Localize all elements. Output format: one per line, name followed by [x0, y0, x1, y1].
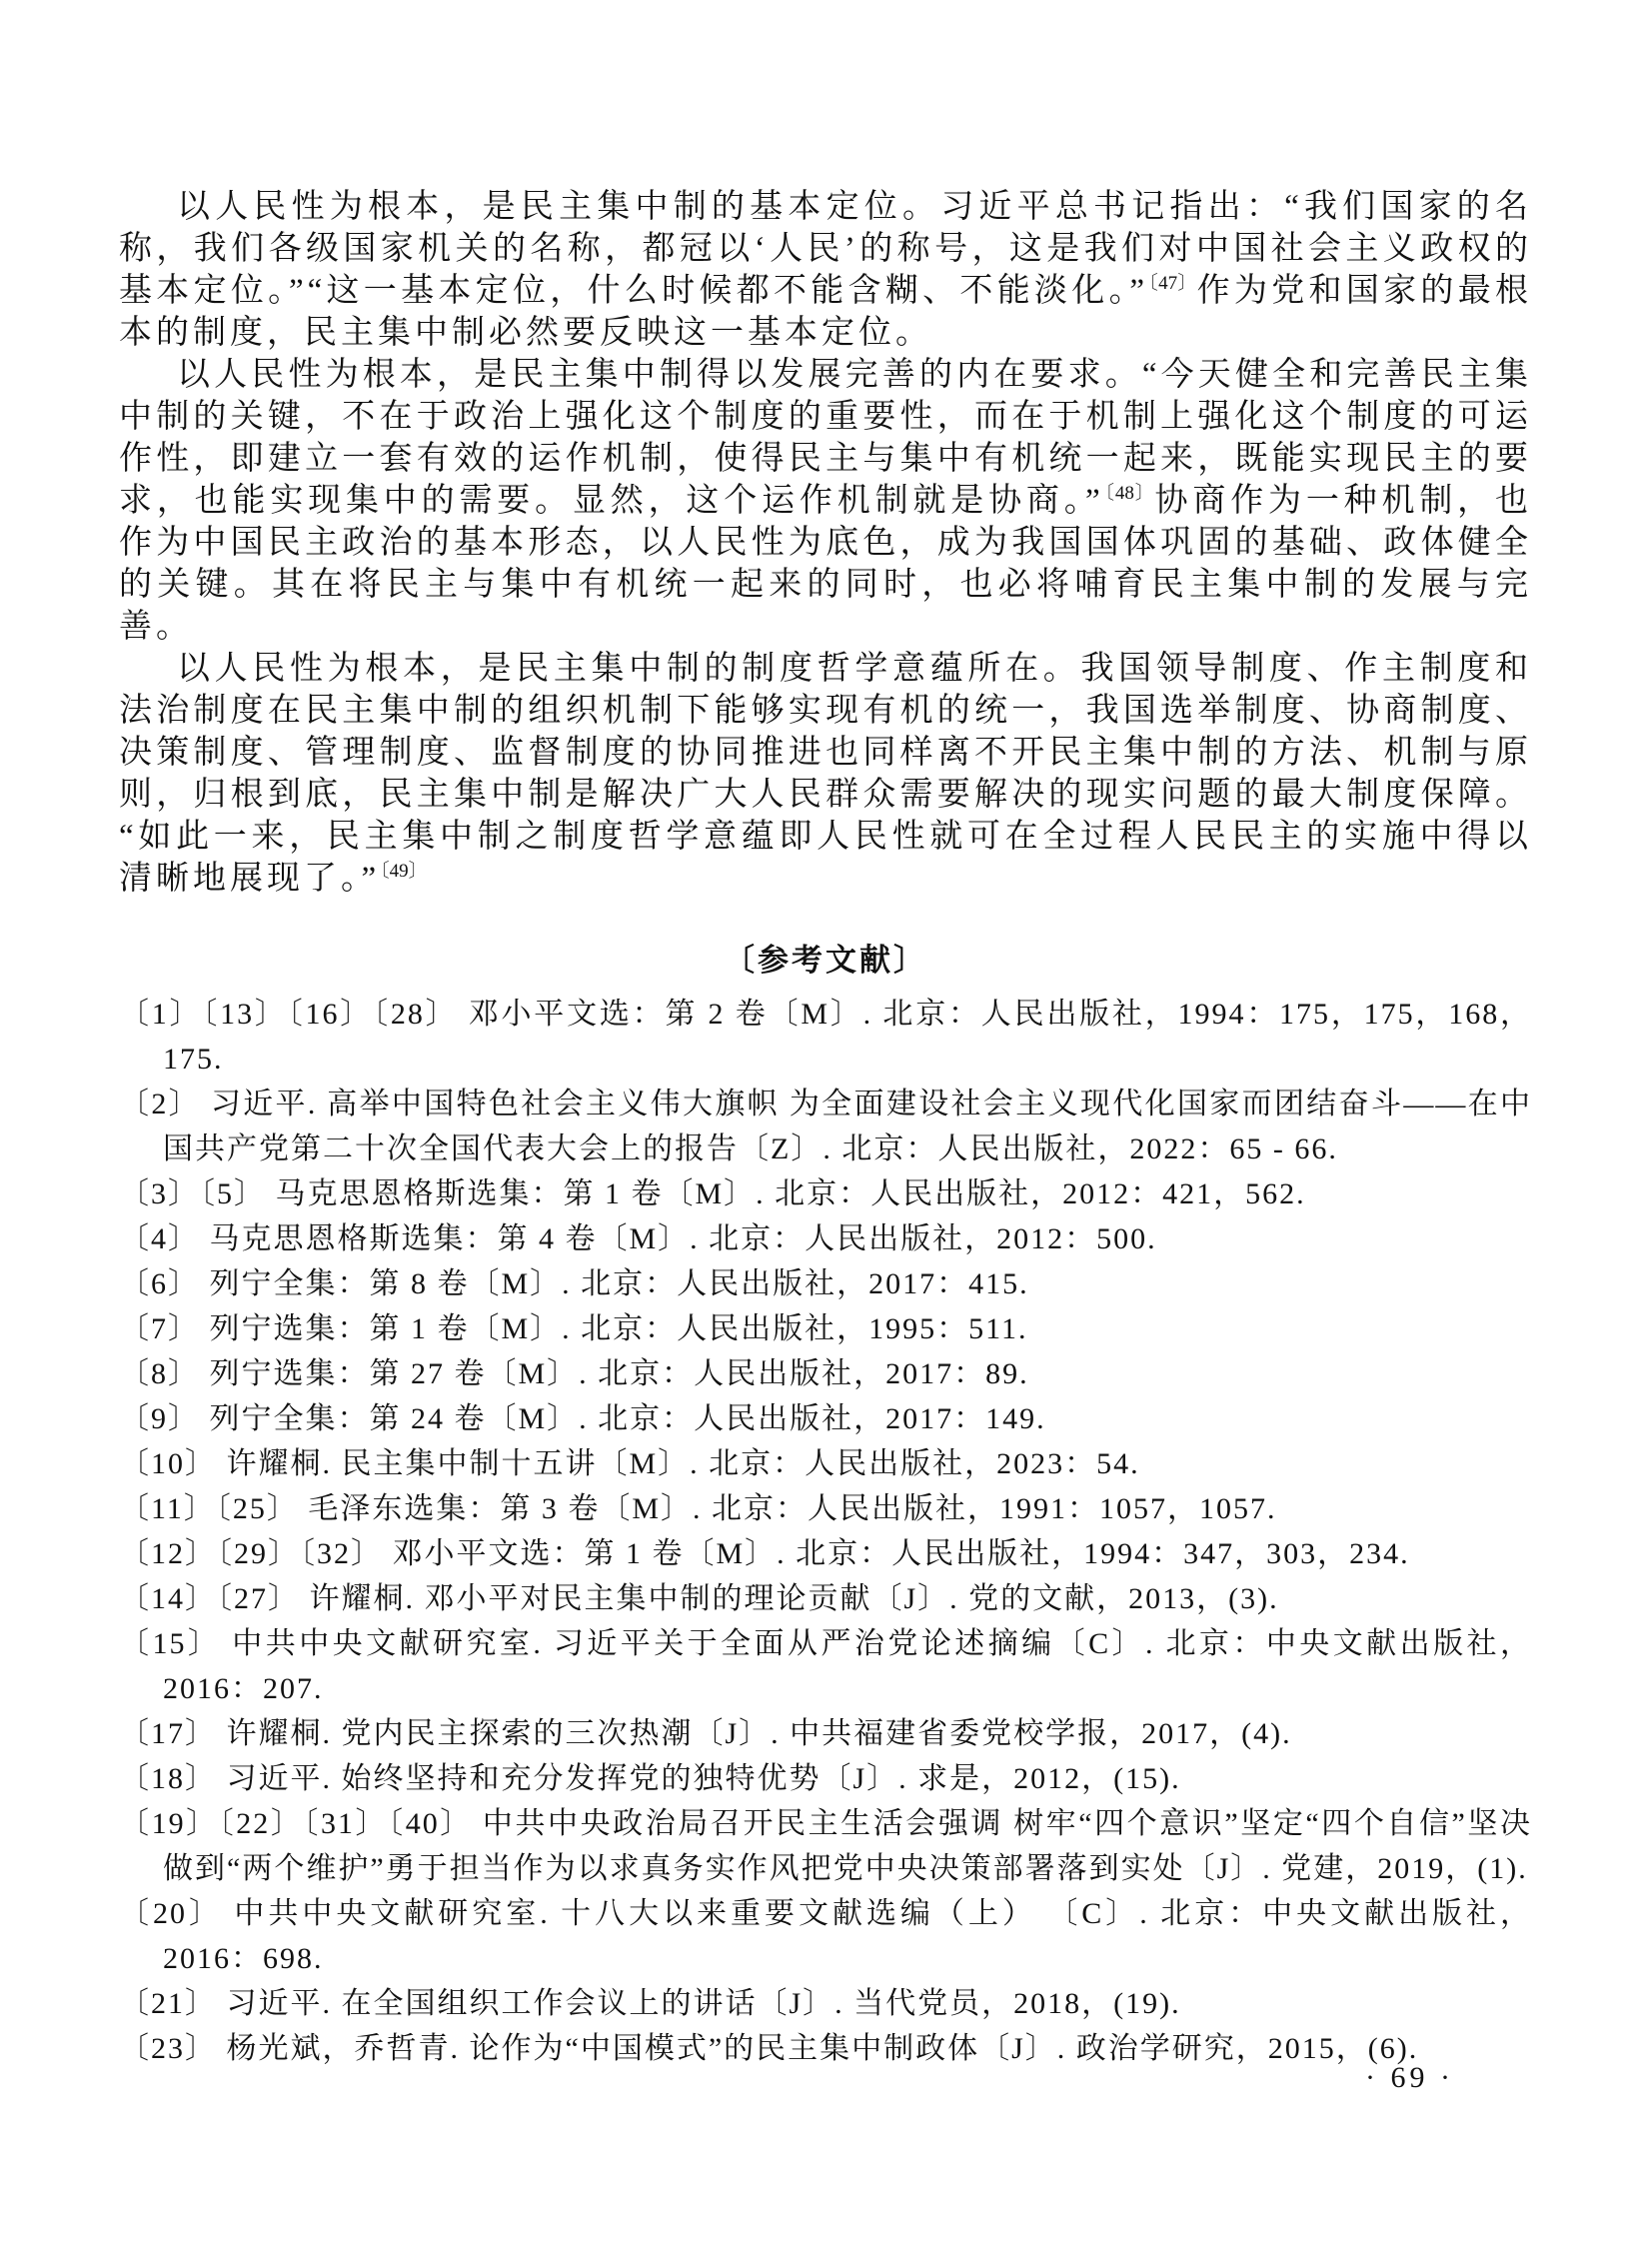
body-paragraph: 以人民性为根本，是民主集中制得以发展完善的内在要求。“今天健全和完善民主集中制的关键，不在于政治上强化这个制度的重要性，而在于机制上强化这个制度的可运作性，即建立一套有效的运作机制，使得民主与集中有机统一起来，既能实现民主的要求，也能实现集中的需要。显然，这个运作机制就是协商。”$^{〔48〕}$协商作为一种机制，也作为中国民主政治的基本形态，以人民性为底色，成为我国国体巩固的基础、政体健全的关键。其在将民主与集中有机统一起来的同时，也必将哺育民主集中制的发展与完善。 — [119, 357, 1532, 645]
reference-item: 〔20〕 中共中央文献研究室. 十八大以来重要文献选编（上） 〔C〕. 北京：中央文献出版社，2016：698. — [119, 1897, 1532, 1975]
reference-item: 〔17〕 许耀桐. 党内民主探索的三次热潮〔J〕. 中共福建省委党校学报，2017，(4). — [119, 1717, 1292, 1750]
reference-item: 〔8〕 列宁选集：第 27 卷〔M〕. 北京：人民出版社，2017：89. — [119, 1357, 1029, 1390]
reference-item: 〔10〕 许耀桐. 民主集中制十五讲〔M〕. 北京：人民出版社，2023：54. — [119, 1447, 1140, 1480]
reference-item: 〔12〕〔29〕〔32〕 邓小平文选：第 1 卷〔M〕. 北京：人民出版社，1994：347，303，234. — [119, 1537, 1410, 1570]
reference-item: 〔7〕 列宁选集：第 1 卷〔M〕. 北京：人民出版社，1995：511. — [119, 1312, 1028, 1345]
body-text — [119, 186, 1532, 900]
body-paragraph: 以人民性为根本，是民主集中制的基本定位。习近平总书记指出：“我们国家的名称，我们各级国家机关的名称，都冠以‘人民’的称号，这是我们对中国社会主义政权的基本定位。”“这一基本定位，什么时候都不能含糊、不能淡化。”$^{〔47〕}$作为党和国家的最根本的制度，民主集中制必然要反映这一基本定位。 — [119, 189, 1532, 351]
reference-item: 〔6〕 列宁全集：第 8 卷〔M〕. 北京：人民出版社，2017：415. — [119, 1267, 1029, 1300]
citation-superscript: 〔49〕 — [380, 861, 428, 882]
page-number: · 69 · — [1365, 2061, 1454, 2094]
page-content — [119, 186, 1532, 2071]
reference-item: 〔23〕 杨光斌，乔哲青. 论作为“中国模式”的民主集中制政体〔J〕. 政治学研究，2015，(6). — [119, 2032, 1419, 2065]
citation-superscript: 〔48〕 — [1103, 483, 1155, 504]
reference-item: 〔14〕〔27〕 许耀桐. 邓小平对民主集中制的理论贡献〔J〕. 党的文献，2013，(3). — [119, 1582, 1279, 1615]
reference-item: 〔2〕 习近平. 高举中国特色社会主义伟大旗帜 为全面建设社会主义现代化国家而团结奋斗——在中国共产党第二十次全国代表大会上的报告〔Z〕. 北京：人民出版社，2022：65 - 66. — [119, 1088, 1532, 1165]
reference-item: 〔15〕 中共中央文献研究室. 习近平关于全面从严治党论述摘编〔C〕. 北京：中央文献出版社，2016：207. — [119, 1627, 1532, 1705]
references-heading: 〔参考文献〕 — [724, 943, 927, 978]
reference-item: 〔21〕 习近平. 在全国组织工作会议上的讲话〔J〕. 当代党员，2018，(19). — [119, 1987, 1181, 2020]
references-list — [119, 992, 1532, 2071]
reference-item: 〔11〕〔25〕 毛泽东选集：第 3 卷〔M〕. 北京：人民出版社，1991：1057，1057. — [119, 1492, 1277, 1525]
reference-item: 〔4〕 马克思恩格斯选集：第 4 卷〔M〕. 北京：人民出版社，2012：500. — [119, 1222, 1157, 1255]
body-paragraph: 以人民性为根本，是民主集中制的制度哲学意蕴所在。我国领导制度、作主制度和法治制度在民主集中制的组织机制下能够实现有机的统一，我国选举制度、协商制度、决策制度、管理制度、监督制度的协同推进也同样离不开民主集中制的方法、机制与原则，归根到底，民主集中制是解决广大人民群众需要解决的现实问题的最大制度保障。“如此一来，民主集中制之制度哲学意蕴即人民性就可在全过程人民民主的实施中得以清晰地展现了。”$^{〔49〕}$ — [119, 651, 1532, 897]
reference-item: 〔18〕 习近平. 始终坚持和充分发挥党的独特优势〔J〕. 求是，2012，(15). — [119, 1762, 1181, 1795]
reference-item: 〔3〕〔5〕 马克思恩格斯选集：第 1 卷〔M〕. 北京：人民出版社，2012：421，562. — [119, 1177, 1306, 1210]
reference-item: 〔19〕〔22〕〔31〕〔40〕 中共中央政治局召开民主生活会强调 树牢“四个意识”坚定“四个自信”坚决做到“两个维护”勇于担当作为以求真务实作风把党中央决策部署落到实处〔J〕. 党建，2019，(1). — [119, 1807, 1532, 1885]
citation-superscript: 〔47〕 — [1148, 273, 1197, 294]
reference-item: 〔1〕〔13〕〔16〕〔28〕 邓小平文选：第 2 卷〔M〕. 北京：人民出版社，1994：175，175，168，175. — [119, 998, 1532, 1076]
reference-item: 〔9〕 列宁全集：第 24 卷〔M〕. 北京：人民出版社，2017：149. — [119, 1402, 1046, 1435]
